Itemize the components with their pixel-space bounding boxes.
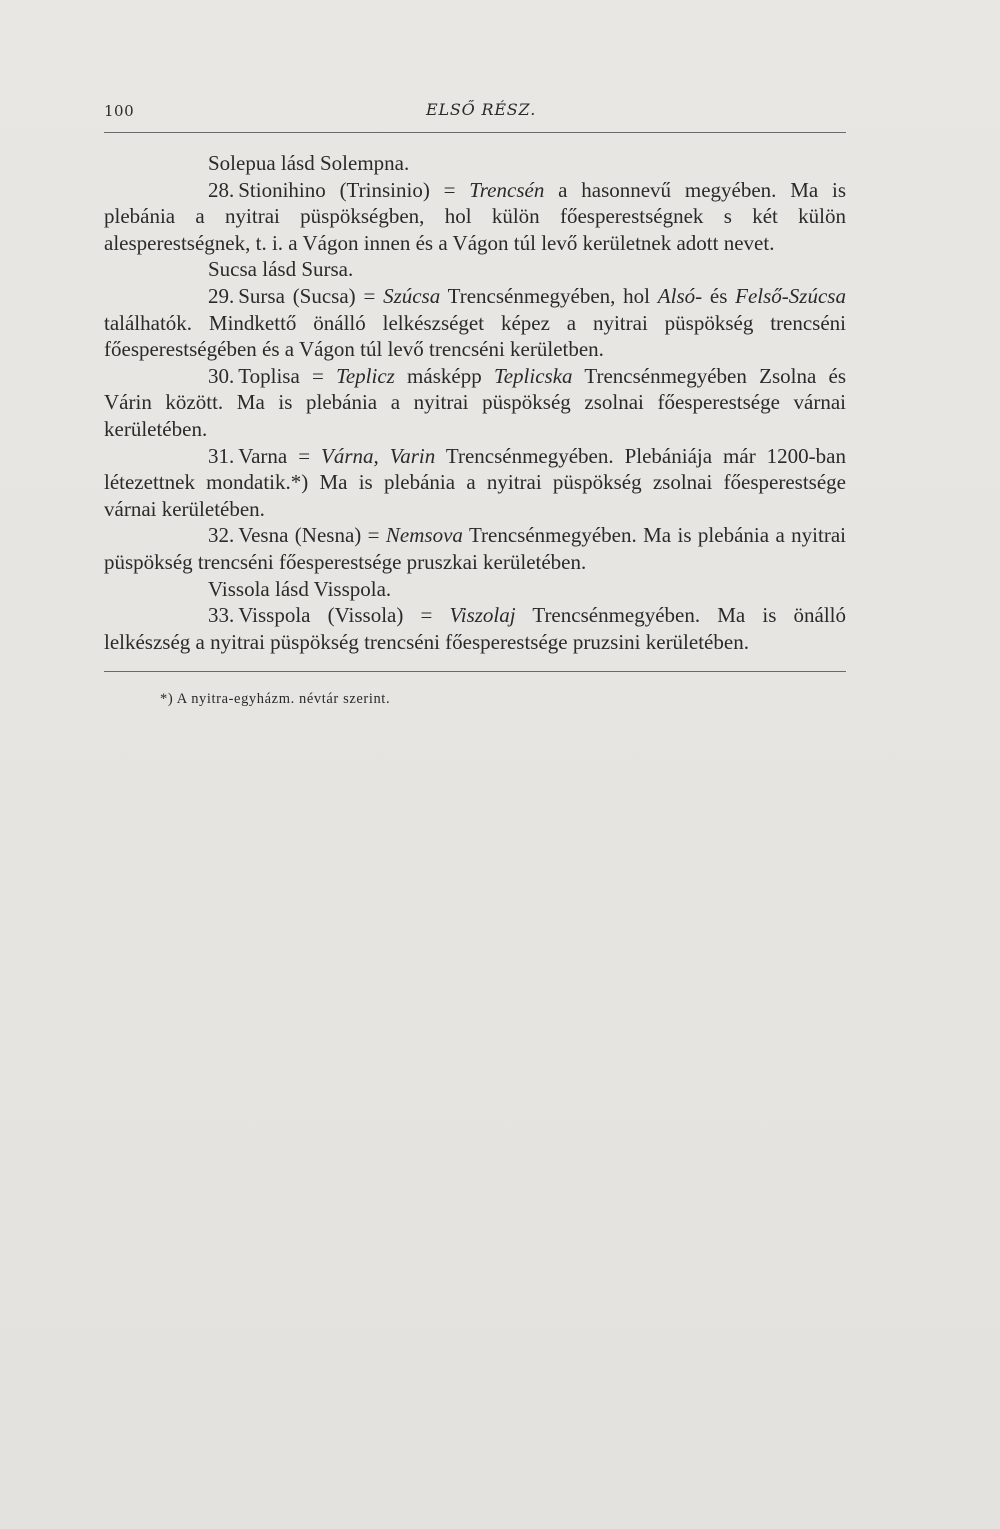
- entry-vissola: [104, 576, 846, 603]
- entry-sucsa: [104, 256, 846, 283]
- place-name-italic: Viszolaj: [449, 603, 516, 628]
- entry-32: [104, 522, 846, 575]
- entry-text: Trencsénmegyében Zsolna és Várin között. Ma is plebánia a nyitrai püspökség zsolnai főesperestsége várnai kerületében.: [104, 363, 846, 441]
- page-number: 100: [104, 102, 135, 120]
- entry-text: Vesna (Nesna) =: [238, 523, 386, 548]
- entry-text: Trencsénmegyében. Ma is plebánia a nyitrai püspökség trencséni főesperestsége pruszkai kerületében.: [104, 523, 846, 574]
- entry-text: másképp: [394, 363, 494, 388]
- main-text: [104, 150, 846, 655]
- entry-33: [104, 602, 846, 655]
- entry-29: [104, 283, 846, 363]
- place-name-italic: Nemsova: [385, 523, 463, 548]
- entry-number: 30.: [208, 363, 235, 388]
- entry-number: 29.: [208, 283, 235, 308]
- entry-text: Solepua lásd Solempna.: [208, 151, 410, 175]
- footnote: *) A nyitra-egyházm. névtár szerint.: [160, 691, 391, 707]
- entry-text: Sucsa lásd Sursa.: [208, 257, 354, 282]
- entry-text: Trencsénmegyében. Ma is önálló lelkészség a nyitrai püspökség trencséni főesperestsége pruzsini kerületében.: [104, 603, 847, 654]
- place-name-italic: Felső-Szúcsa: [735, 283, 846, 308]
- entry-text: Toplisa =: [238, 363, 337, 388]
- entry-number: 33.: [208, 603, 235, 628]
- entry-30: [104, 363, 846, 443]
- entry-text: és: [702, 283, 736, 308]
- entry-number: 31.: [208, 443, 235, 468]
- place-name-italic: Trencsén: [469, 177, 545, 202]
- entry-text: Trencsénmegyében, hol: [440, 283, 658, 308]
- entry-number: 28.: [208, 177, 235, 202]
- entry-text: Varna =: [238, 443, 322, 468]
- place-name-italic: Várna, Varin: [321, 443, 436, 468]
- entry-solepua: [104, 150, 846, 177]
- entry-text: Sursa (Sucsa) =: [238, 283, 384, 308]
- entry-text: a hasonnevű megyében. Ma is plebánia a nyitrai püspökségben, hol külön főesperestségnek s két külön alesperestségnek, t. i. a Vágon innen és a Vágon túl levő kerületnek adott nevet.: [104, 177, 847, 255]
- running-head: [104, 96, 844, 126]
- entry-text: Stionihino (Trinsinio) =: [238, 177, 470, 202]
- header-rule: [104, 132, 846, 133]
- running-title: ELSŐ RÉSZ.: [426, 100, 537, 119]
- footnote-rule: [104, 671, 846, 672]
- entry-number: 32.: [208, 523, 235, 548]
- entry-text: Visspola (Vissola) =: [238, 603, 450, 628]
- place-name-italic: Alsó-: [657, 283, 703, 308]
- entry-31: [104, 443, 846, 523]
- place-name-italic: Teplicska: [493, 363, 573, 388]
- entry-text: Trencsénmegyében. Plebániája már 1200-ban létezettnek mondatik.*) Ma is plebánia a nyitrai püspökség zsolnai főesperestsége várnai kerületében.: [104, 443, 846, 521]
- entry-text: Vissola lásd Visspola.: [208, 576, 392, 601]
- entry-text: találhatók. Mindkettő önálló lelkészséget képez a nyitrai püspökség trencséni főesperestségében és a Vágon túl levő trencséni kerületben.: [104, 310, 846, 362]
- entry-28: [104, 177, 846, 257]
- place-name-italic: Teplicz: [336, 363, 395, 388]
- place-name-italic: Szúcsa: [383, 283, 441, 308]
